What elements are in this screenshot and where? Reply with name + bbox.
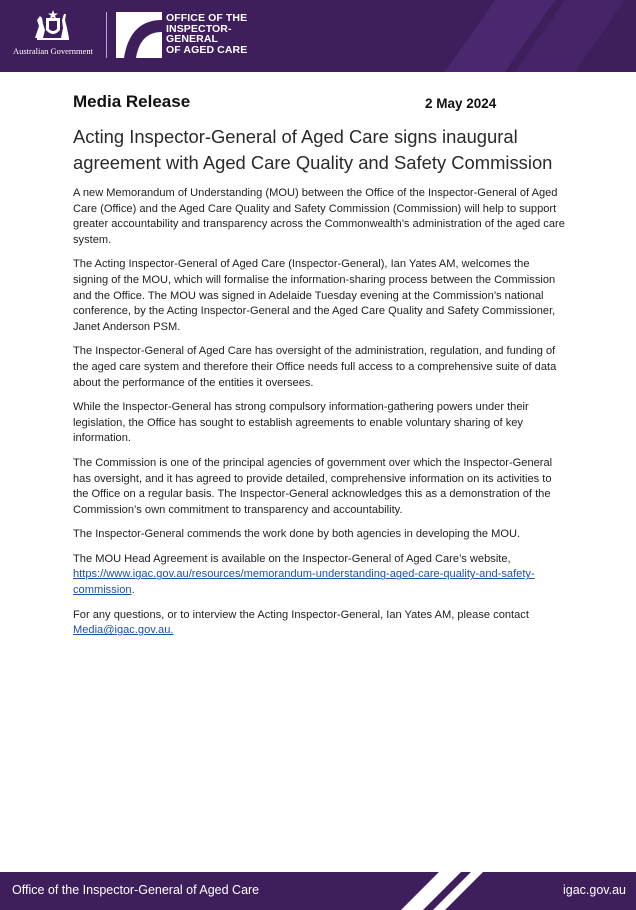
logo-line: INSPECTOR- (166, 22, 232, 35)
footer-site: igac.gov.au (562, 883, 626, 897)
paragraph: The Commission is one of the principal agencies of government over which the Inspector-General has oversight, and it has agreed to provide detailed, comprehensive information on its activities to the Office on a regular basis. The Inspector-General acknowledges this as a demonstration of the Commission’s own commitment to transparency and accountability. (73, 456, 553, 516)
page-header (0, 0, 636, 72)
australian-government-crest (8, 8, 98, 64)
website-intro: The MOU Head Agreement is available on the Inspector-General of Aged Care’s website, (73, 552, 511, 565)
page-footer (0, 872, 636, 910)
logo-line: OFFICE OF THE (166, 12, 248, 24)
paragraph: The Inspector-General commends the work done by both agencies in developing the MOU. (73, 528, 521, 541)
release-header (73, 92, 565, 116)
paragraph: While the Inspector-General has strong compulsory information-gathering powers under their legislation, the Office has sought to establish agreements to enable voluntary sharing of key information. (73, 401, 529, 445)
header-divider (106, 12, 107, 58)
contact-intro: For any questions, or to interview the Acting Inspector-General, Ian Yates AM, please contact (73, 608, 529, 621)
paragraph: A new Memorandum of Understanding (MOU) between the Office of the Inspector-General of Aged Care (Office) and the Aged Care Quality and Safety Commission (Commission) will help to support greater accountability and transparency across the Commonwealth’s administration of the aged care system. (73, 187, 565, 246)
paragraph: The Inspector-General of Aged Care has oversight of the administration, regulation, and funding of the aged care system and therefore their Office needs full access to a comprehensive suite of data about the performance of the entities it oversees. (73, 345, 557, 389)
website-paragraph (73, 552, 565, 599)
release-title: Acting Inspector-General of Aged Care signs inaugural agreement with Aged Care Quality and Safety Commission (73, 126, 553, 173)
media-email-link[interactable]: Media@igac.gov.au. (73, 624, 174, 637)
office-logo-text (166, 13, 247, 55)
coat-of-arms-icon (31, 8, 75, 42)
mou-agreement-link[interactable]: https://www.igac.gov.au/resources/memorandum-understanding-aged-care-quality-and-safety-commission (73, 568, 535, 597)
website-end: . (131, 584, 135, 597)
government-label: Australian Government (12, 46, 94, 56)
igac-logo-icon (116, 12, 162, 58)
release-date: 2 May 2024 (425, 96, 497, 111)
media-release-body (73, 92, 565, 648)
paragraph: The Acting Inspector-General of Aged Care (Inspector-General), Ian Yates AM, welcomes the signing of the MOU, which will formalise the information-sharing process between the Commission and the Office. The MOU was signed in Adelaide Tuesday evening at the Commission’s national conference, by the Acting Inspector-General and the Aged Care Quality and Safety Commissioner, Janet Anderson PSM. (73, 258, 556, 333)
contact-paragraph (73, 608, 565, 639)
footer-office-name: Office of the Inspector-General of Aged Care (12, 883, 260, 897)
logo-line: OF AGED CARE (166, 43, 248, 56)
logo-line: GENERAL (166, 33, 219, 46)
document-type-label: Media Release (73, 92, 191, 111)
